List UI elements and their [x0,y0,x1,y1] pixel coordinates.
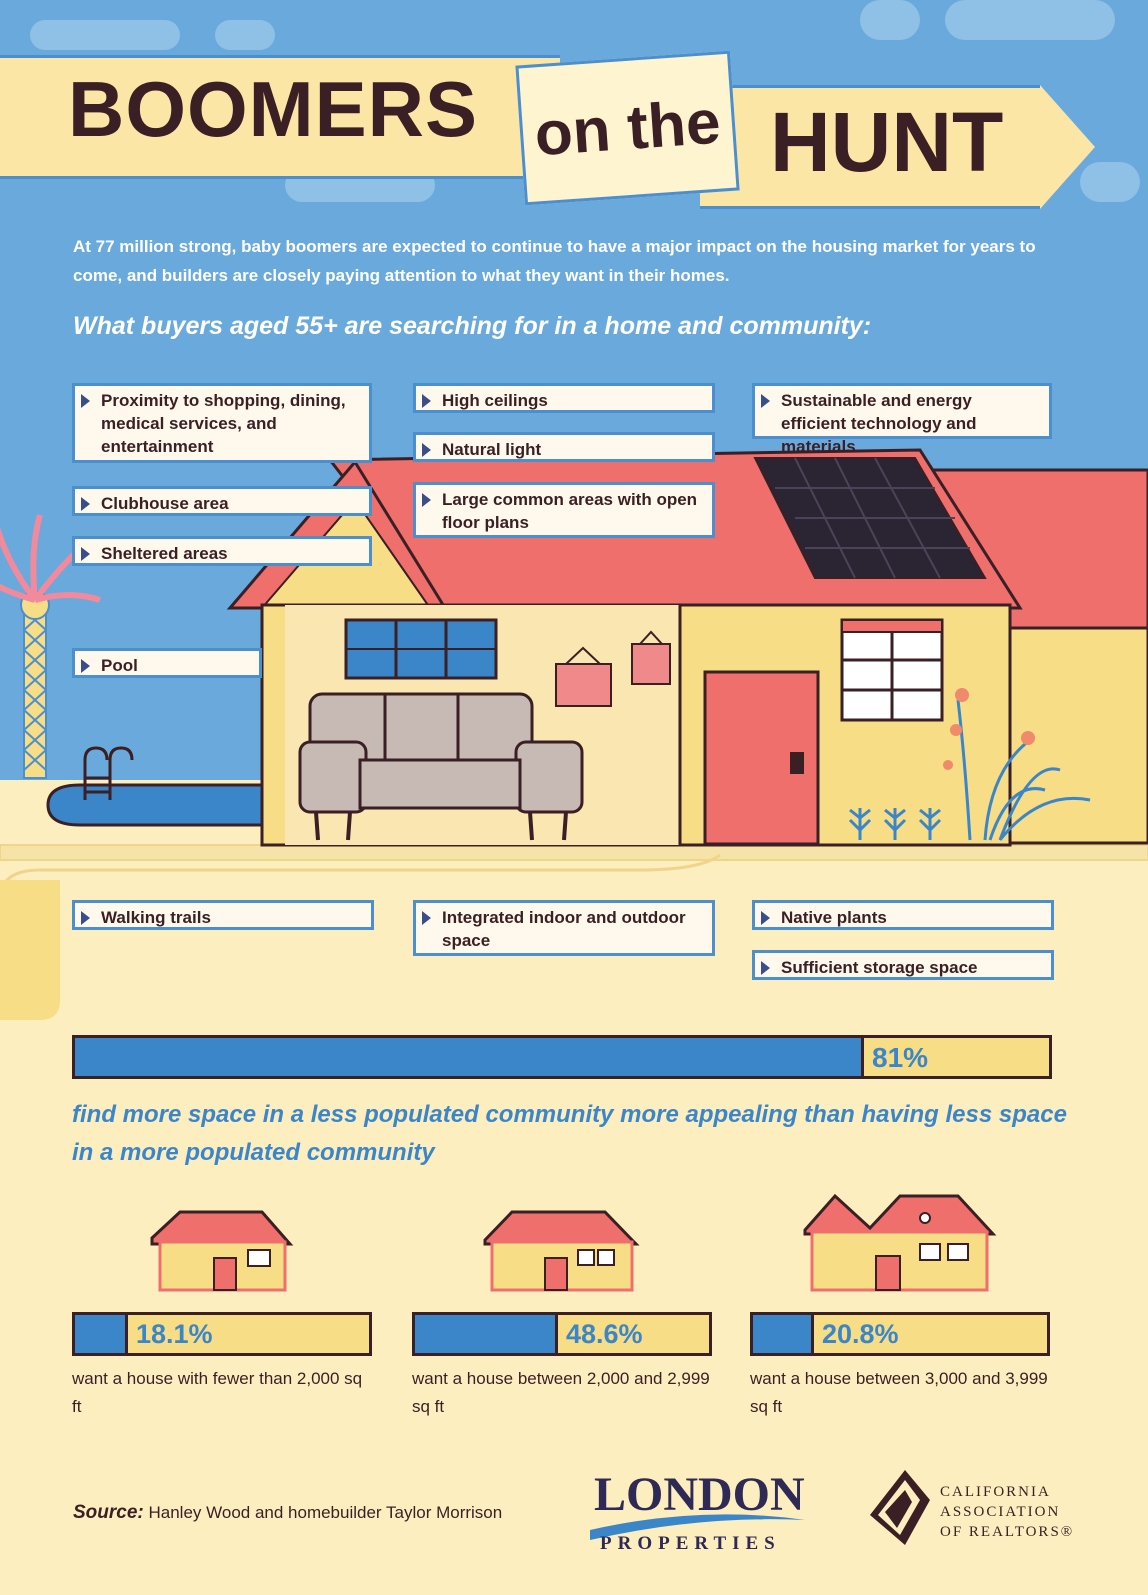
stat-81-value: 81% [872,1042,929,1073]
car-logo-icon [870,1470,930,1545]
stat-81-bar [72,1035,1052,1079]
car-logo-line2: ASSOCIATION [940,1504,1061,1520]
feature-natural-light: Natural light [413,432,715,462]
feature-pool: Pool [72,648,262,678]
london-logo-name: LONDON [594,1468,805,1521]
title-banner-middle [515,51,739,206]
section-question: What buyers aged 55+ are searching for in a home and community: [73,312,872,340]
path-line [0,845,1148,860]
stat-value: 20.8% [822,1319,899,1349]
stat-value: 18.1% [136,1319,213,1349]
feature-sheltered: Sheltered areas [72,536,372,566]
walking-trail-icon [0,855,720,900]
feature-sustainable: Sustainable and energy efficient technology and materials [752,383,1052,439]
door-icon [705,672,818,844]
source-prefix: Source: [73,1502,144,1523]
title-on-the: on the [532,87,723,169]
stat-bar-under-2000 [72,1312,372,1356]
feature-high-ceilings: High ceilings [413,383,715,413]
car-logo-text [940,1482,1074,1542]
trail-patch [0,880,60,1020]
car-logo-line1: CALIFORNIA [940,1484,1051,1500]
stat-bar-2000-2999 [412,1312,712,1356]
stat-81-caption: find more space in a less populated community more appealing than having less space in a more populated community [72,1101,1067,1166]
window-icon [346,620,496,678]
london-logo-sub: PROPERTIES [600,1533,781,1554]
stat-bar-fill [753,1315,814,1353]
medium-house-icon [485,1212,636,1290]
source-line [73,1502,502,1524]
feature-proximity: Proximity to shopping, dining, medical services, and entertainment [72,383,372,463]
title-banner-tip [1040,85,1095,209]
car-logo-line3: OF REALTORS® [940,1524,1075,1540]
stat-bar-fill [415,1315,558,1353]
feature-walking-trails: Walking trails [72,900,374,930]
large-house-icon [805,1196,993,1290]
source-text: Hanley Wood and homebuilder Taylor Morrison [148,1503,503,1522]
title-hunt: HUNT [770,95,1004,189]
stat-caption-2000-2999: want a house between 2,000 and 2,999 sq ft [412,1369,710,1416]
stat-caption-under-2000: want a house with fewer than 2,000 sq ft [72,1369,363,1416]
intro-paragraph: At 77 million strong, baby boomers are expected to continue to have a major impact on the housing market for years to come, and builders are closely paying attention to what they want in their homes. [73,237,1036,285]
stat-value: 48.6% [566,1319,643,1349]
feature-clubhouse: Clubhouse area [72,486,372,516]
feature-storage: Sufficient storage space [752,950,1054,980]
small-house-icon [152,1212,290,1290]
stat-81-bar-fill [75,1038,864,1076]
stat-caption-3000-3999: want a house between 3,000 and 3,999 sq ft [750,1369,1048,1416]
window-icon [842,620,942,720]
feature-native-plants: Native plants [752,900,1054,930]
feature-indoor-outdoor: Integrated indoor and outdoor space [413,900,715,956]
feature-common-areas: Large common areas with open floor plans [413,482,715,538]
stat-bar-3000-3999 [750,1312,1050,1356]
stat-bar-fill [75,1315,128,1353]
title-boomers: BOOMERS [68,65,479,153]
